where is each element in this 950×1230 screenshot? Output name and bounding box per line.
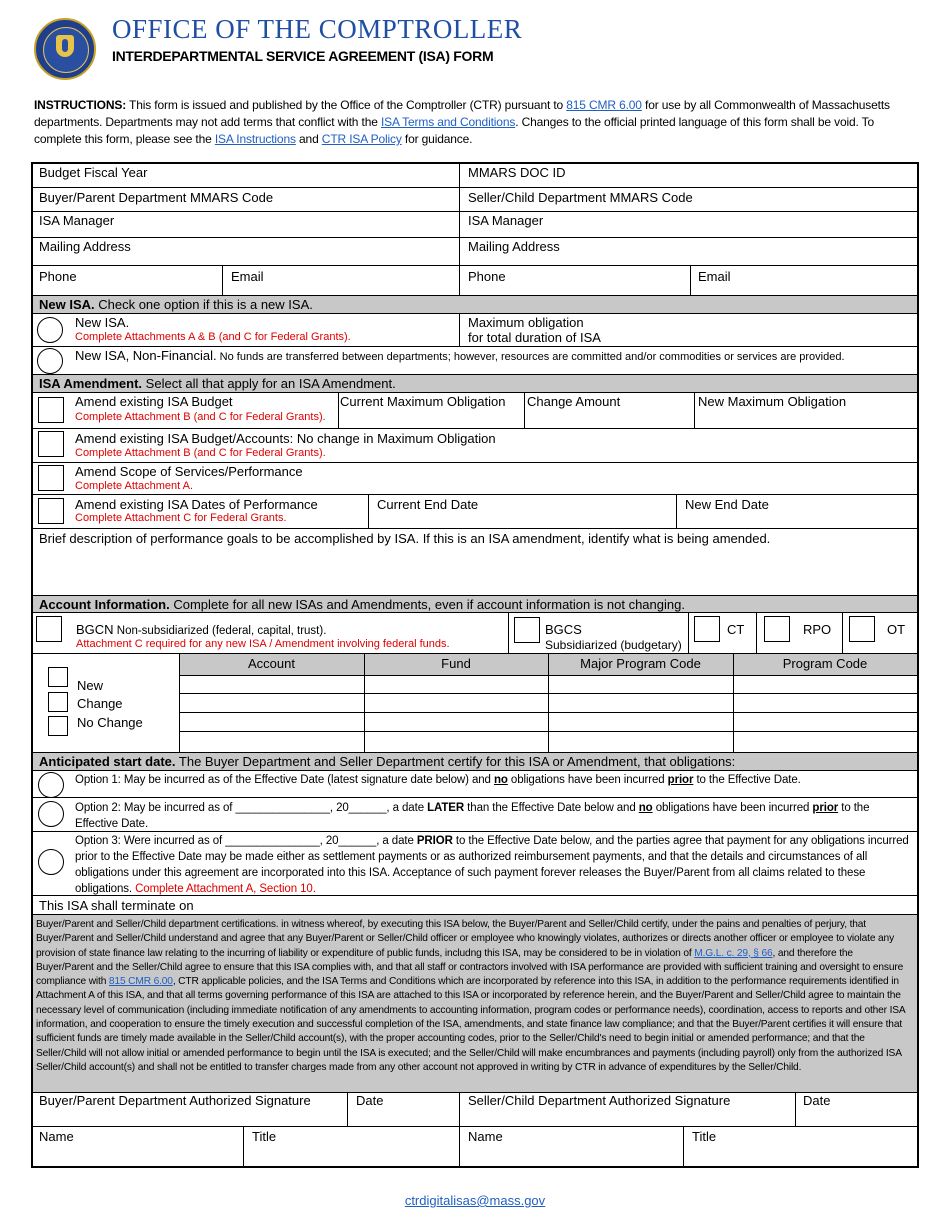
account-col-header: Account [248,656,295,671]
ot-checkbox[interactable] [849,616,875,642]
mmars-doc-id-field[interactable]: MMARS DOC ID [468,165,566,180]
account-change-checkbox[interactable] [48,692,68,712]
account-nochange-checkbox[interactable] [48,716,68,736]
bgcn-label: BGCN Non-subsidiarized (federal, capital, trust). [76,622,327,637]
account-change-label: Change [77,696,123,711]
new-isa-note: Complete Attachments A & B (and C for Federal Grants). [75,331,351,343]
buyer-mailing-address-field[interactable]: Mailing Address [39,239,131,254]
seller-name-field[interactable]: Name [468,1129,503,1144]
cmr-link[interactable]: 815 CMR 6.00 [566,98,642,112]
non-financial-option: New ISA, Non-Financial. No funds are transferred between departments; however, resources are committed and/or commodities or services are provided. [75,348,845,363]
commonwealth-seal-icon [34,18,96,80]
new-max-obligation-field[interactable]: New Maximum Obligation [698,394,847,409]
buyer-name-field[interactable]: Name [39,1129,74,1144]
amend-accounts-note: Complete Attachment B (and C for Federal Grants). [75,447,326,459]
account-new-label: New [77,678,104,693]
non-financial-radio[interactable] [37,348,63,374]
option2-text: Option 2: May be incurred as of _______________, 20______, a date LATER than the Effective Date below and no obligations have been incurred prior to the Effective Date. [75,802,870,830]
bgcn-note: Attachment C required for any new ISA / Amendment involving federal funds. [76,638,450,650]
isa-policy-link[interactable]: CTR ISA Policy [321,132,402,146]
start-heading: Anticipated start date. The Buyer Department and Seller Department certify for this ISA or Amendment, that obligations: [39,754,736,769]
buyer-phone-field[interactable]: Phone [39,269,77,284]
option2-radio[interactable] [38,801,64,827]
program-code-col-header: Program Code [782,656,868,671]
buyer-signature-field[interactable]: Buyer/Parent Department Authorized Signature [39,1093,311,1108]
buyer-title-field[interactable]: Title [252,1129,277,1144]
major-program-col-header: Major Program Code [580,656,701,671]
seller-phone-field[interactable]: Phone [468,269,506,284]
amend-dates-label: Amend existing ISA Dates of Performance [75,497,318,512]
current-max-obligation-field[interactable]: Current Maximum Obligation [340,394,506,409]
contact-email-link[interactable]: ctrdigitalisas@mass.gov [404,1193,546,1208]
bgcn-checkbox[interactable] [36,616,62,642]
new-isa-option: New ISA. [75,315,130,330]
instructions: INSTRUCTIONS: This form is issued and published by the Office of the Comptroller (CTR) pursuant to 815 CMR 6.00 for use by all Commonwealth of Massachusetts departments. Departments may not add terms that conflict with the ISA Terms and Conditions. Changes to the official printed language of this form shall be void. To complete this form, please see the ISA Instructions and CTR ISA Policy for guidance. [34,98,890,146]
amend-scope-checkbox[interactable] [38,465,64,491]
ot-label: OT [887,622,906,637]
mgl-link[interactable]: M.G.L. c. 29, § 66 [694,947,773,959]
certification-text: Buyer/Parent and Seller/Child department certifications. in witness whereof, by executing this ISA below, the Buyer/Parent and Seller/Child certify, under the pains and penalties of perjury, that Buyer/Parent and Seller/Child understand and agree that any Buyer/Parent or Seller/Child officer or employee who knowingly violates, authorizes or directs another officer or employee to violate any provision of state finance law relating to the incurring of liability or expenditure of public funds, includng this ISA, may be considered to be in violation of M.G.L. c. 29, § 66, and therefore the Buyer/Parent and the Seller/Child agree to ensure that this ISA complies with, and that all staff or contractors involved with ISA performance are provided with sufficient training and oversight to ensure compliance with 815 CMR 6.00, CTR applicable policies, and the ISA Terms and Conditions which are incorporated by reference into this ISA, in addition to the performance requirements identified in Attachment A of this ISA, and that all terms governing performance of this ISA are attached to this ISA or incorporated by reference herein, and the Buyer/Parent and Seller/Child agree to maintain the necessary level of communication (including immediate notification of any amendments to accounting information, program codes or performance needs), coordination, access to reports and other ISA information, and cooperation to ensure the timely execution and successful completion of the ISA, amendments, and state finance law compliance; and that the Buyer/Parent certifies it will ensure that sufficient funds are timely made available in the Seller/Child account(s), with the proper accounting codes, prior to the Seller/Child's need to begin initial or amended performance; and that the Seller/Child will not allow initial or amended performance to begin until the ISA is executed; and the Seller/Child will make encumbrances and payments (including payroll) only from the authorized ISA Seller/Child account(s) and shall not be entitled to transfer charges made from any other account not approved in writing by CTR in advance of expenditures by the Seller/Child. [36,919,906,1073]
account-new-checkbox[interactable] [48,667,68,687]
amend-scope-note: Complete Attachment A. [75,480,194,492]
fund-col-header: Fund [441,656,471,671]
account-heading: Account Information. Complete for all new ISAs and Amendments, even if account information is not changing. [39,597,685,612]
ct-checkbox[interactable] [694,616,720,642]
seller-code-field[interactable]: Seller/Child Department MMARS Code [468,190,693,205]
amend-budget-note: Complete Attachment B (and C for Federal Grants). [75,411,326,423]
terminate-date-field[interactable]: This ISA shall terminate on [39,898,194,913]
buyer-isa-manager-field[interactable]: ISA Manager [39,213,115,228]
rpo-label: RPO [803,622,832,637]
bgcs-checkbox[interactable] [514,617,540,643]
amend-accounts-checkbox[interactable] [38,431,64,457]
isa-instructions-link[interactable]: ISA Instructions [214,132,296,146]
max-obligation-label-1[interactable]: Maximum obligation [468,315,584,330]
amend-budget-checkbox[interactable] [38,397,64,423]
seller-date-field[interactable]: Date [803,1093,831,1108]
bgcs-label: BGCS [545,622,582,637]
seller-isa-manager-field[interactable]: ISA Manager [468,213,544,228]
new-isa-heading: New ISA. Check one option if this is a new ISA. [39,297,313,312]
amend-accounts-label: Amend existing ISA Budget/Accounts: No change in Maximum Obligation [75,431,496,446]
amend-scope-label: Amend Scope of Services/Performance [75,464,303,479]
buyer-date-field[interactable]: Date [356,1093,384,1108]
buyer-email-field[interactable]: Email [231,269,264,284]
option1-radio[interactable] [38,772,64,798]
option3-text: Option 3: Were incurred as of _______________, 20______, a date PRIOR to the Effective Date below, and the parties agree that payment for any obligations incurred prior to the Effective Date may be made either as settlement payments or as authorized reimbursement payments, and that the details and circumstances of all obligations under this agreement are incorporated into this ISA. Acceptance of such payment forever releases the Buyer/Parent from all claims related to these obligations. Complete Attachment A, Section 10. [75,835,909,895]
buyer-code-field[interactable]: Buyer/Parent Department MMARS Code [39,190,274,205]
new-end-date-field[interactable]: New End Date [685,497,769,512]
cmr-link-2[interactable]: 815 CMR 6.00 [108,976,173,988]
page-title: OFFICE OF THE COMPTROLLER [112,14,523,44]
option3-radio[interactable] [38,849,64,875]
bgcs-sublabel: Subsidiarized (budgetary) [545,638,682,652]
form-subtitle: INTERDEPARTMENTAL SERVICE AGREEMENT (ISA) FORM [112,48,494,64]
option1-text: Option 1: May be incurred as of the Effective Date (latest signature date below) and no obligations have been incurred prior to the Effective Date. [75,774,801,786]
amend-budget-label: Amend existing ISA Budget [75,394,233,409]
seller-signature-field[interactable]: Seller/Child Department Authorized Signature [468,1093,731,1108]
seller-title-field[interactable]: Title [692,1129,717,1144]
amend-dates-checkbox[interactable] [38,498,64,524]
new-isa-radio[interactable] [37,317,63,343]
seller-email-field[interactable]: Email [698,269,731,284]
seller-mailing-address-field[interactable]: Mailing Address [468,239,560,254]
budget-fy-field[interactable]: Budget Fiscal Year [39,165,148,180]
amend-dates-note: Complete Attachment C for Federal Grants. [75,512,287,524]
footer [0,1193,950,1208]
change-amount-field[interactable]: Change Amount [527,394,621,409]
ct-label: CT [727,622,745,637]
amendment-heading: ISA Amendment. Select all that apply for an ISA Amendment. [39,376,396,391]
max-obligation-label-2: for total duration of ISA [468,330,601,345]
rpo-checkbox[interactable] [764,616,790,642]
current-end-date-field[interactable]: Current End Date [377,497,479,512]
account-nochange-label: No Change [77,715,143,730]
terms-link[interactable]: ISA Terms and Conditions [380,115,516,129]
brief-description-field[interactable]: Brief description of performance goals to be accomplished by ISA. If this is an ISA amendment, identify what is being amended. [39,531,771,546]
